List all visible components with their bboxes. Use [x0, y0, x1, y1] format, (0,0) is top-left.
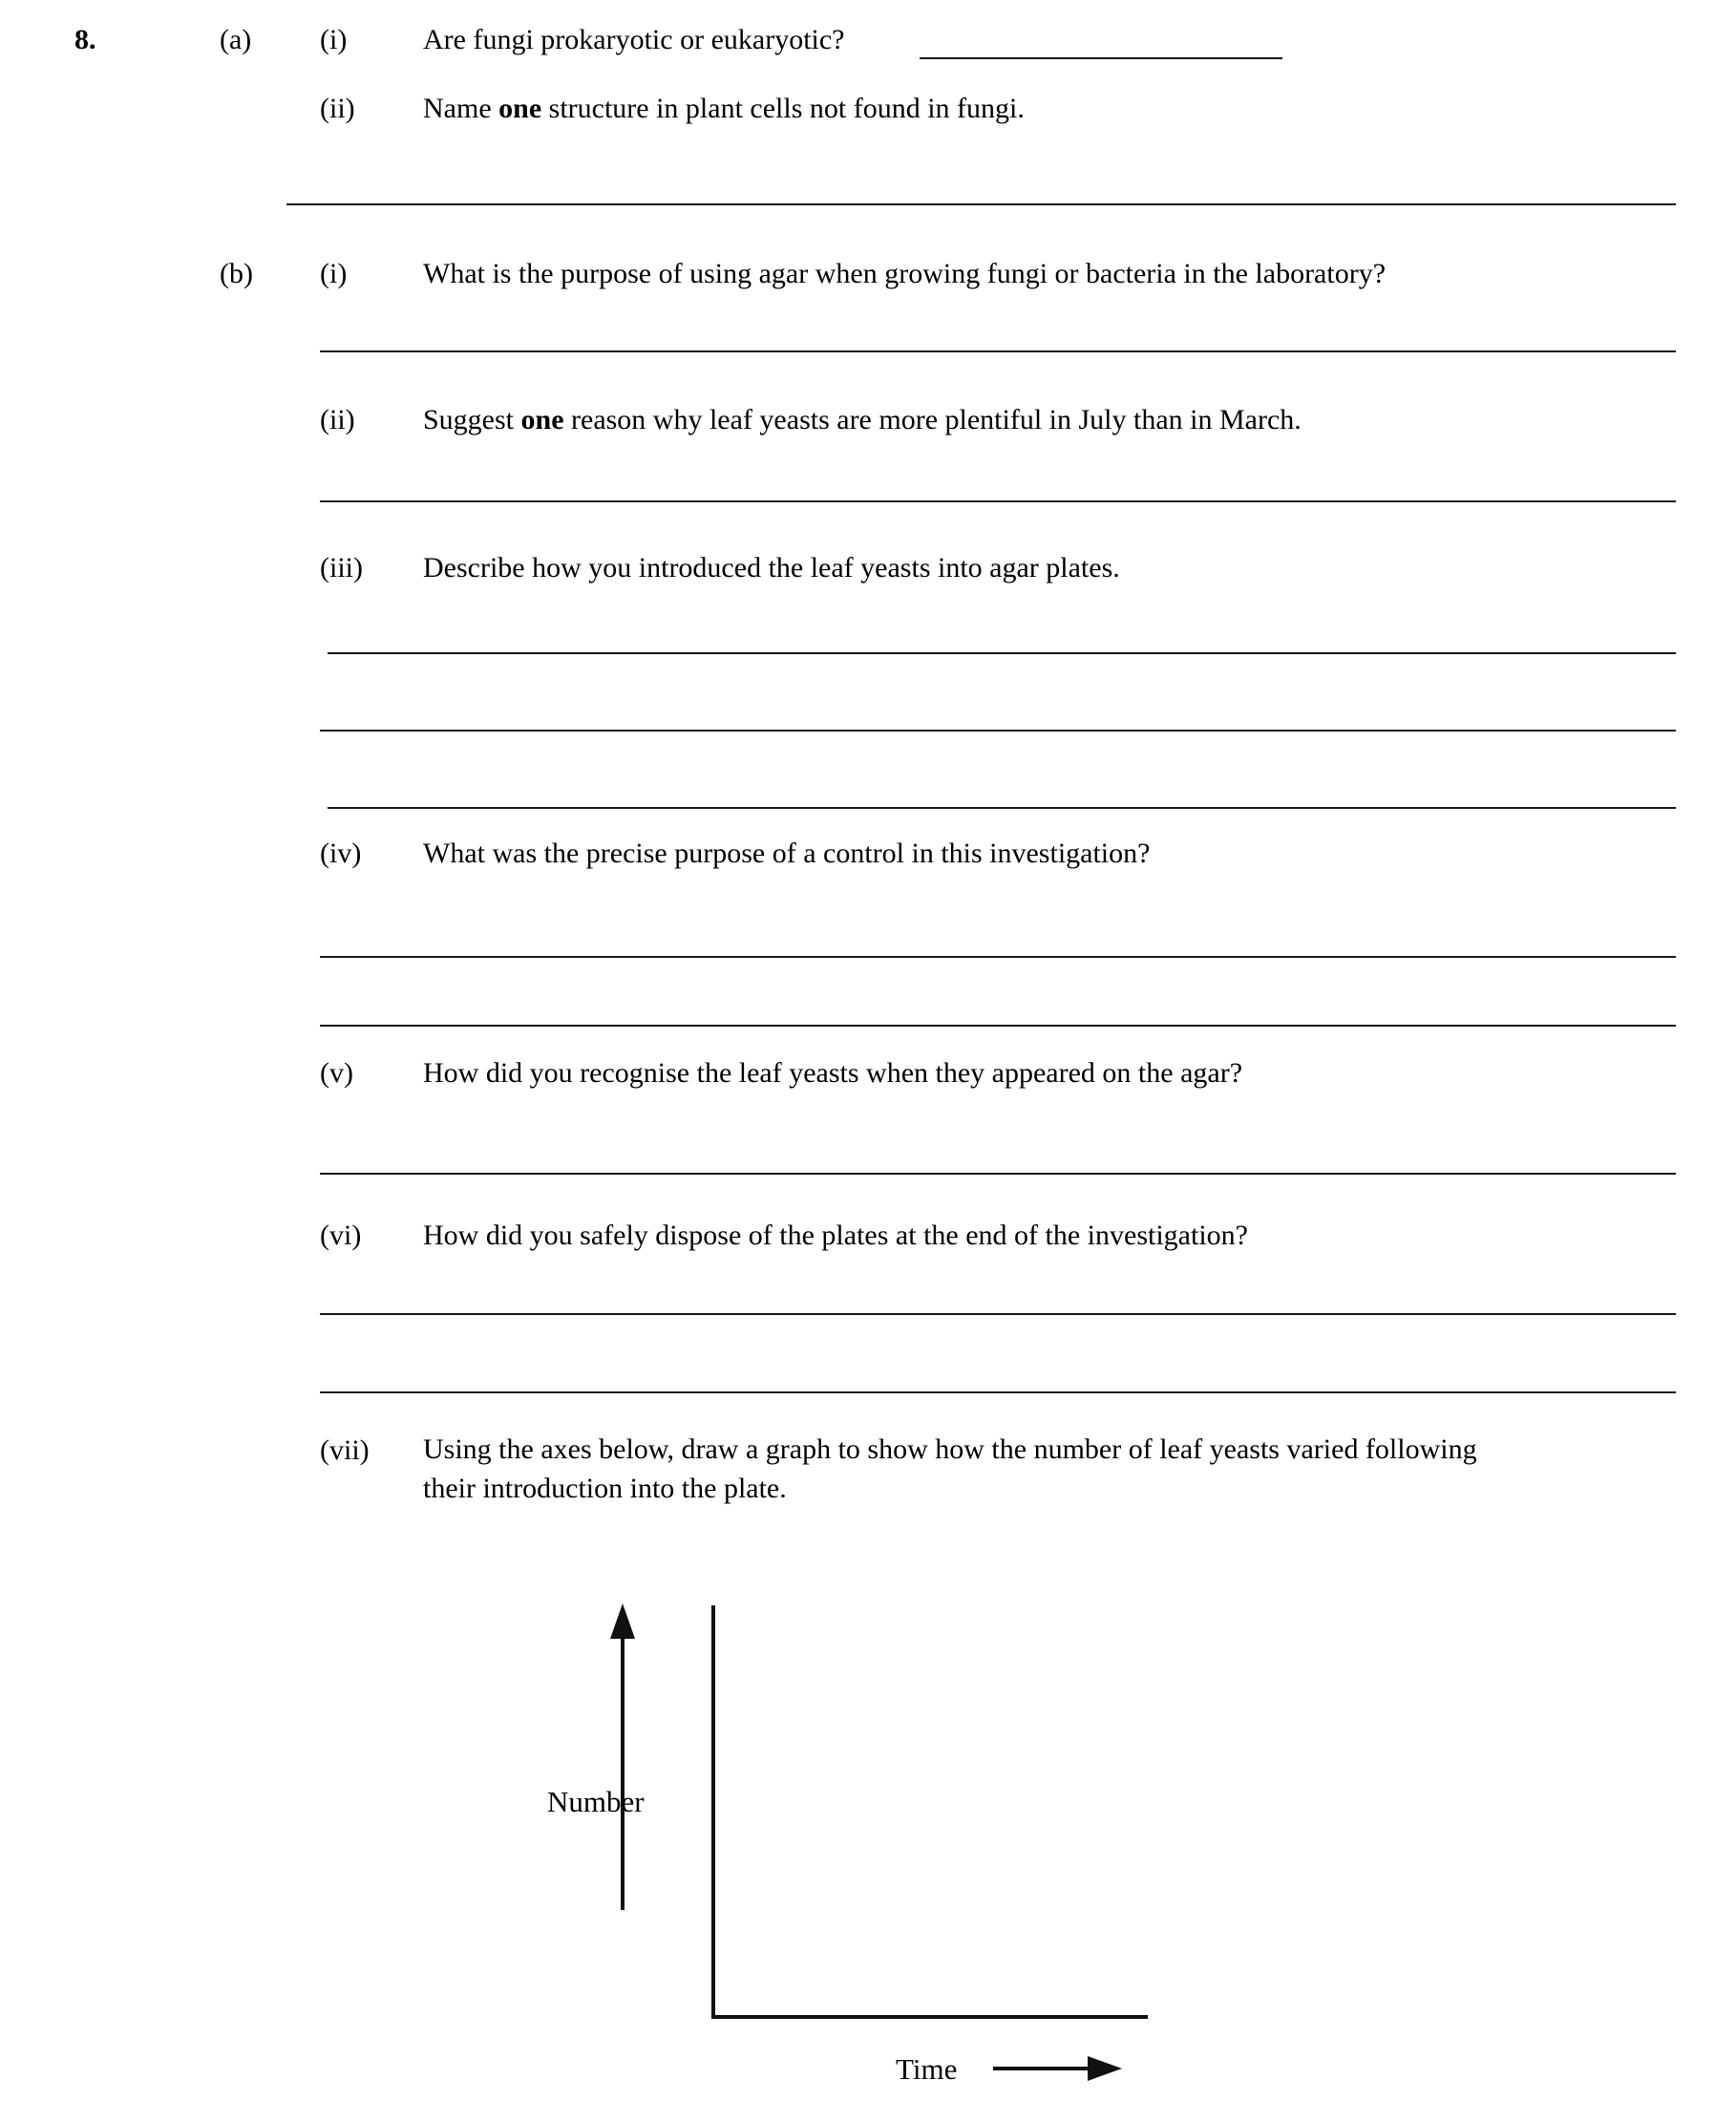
- answer-line-a-ii-1[interactable]: [286, 203, 1676, 205]
- question-text-a-i: Are fungi prokaryotic or eukaryotic?: [423, 24, 845, 55]
- question-text-a-ii: [423, 88, 1025, 130]
- item-roman-b-iv: (iv): [320, 838, 362, 869]
- question-text-b-ii-pre: Suggest: [423, 404, 521, 435]
- answer-line-b-iv-1[interactable]: [320, 956, 1676, 958]
- item-roman-b-vi: (vi): [320, 1220, 362, 1251]
- item-roman-b-iii: (iii): [320, 552, 363, 584]
- y-axis-direction-arrow-icon: [610, 1603, 635, 1910]
- item-roman-b-vii: (vii): [320, 1434, 370, 1466]
- answer-line-b-v-1[interactable]: [320, 1173, 1676, 1175]
- question-text-a-ii-post: structure in plant cells not found in fungi.: [541, 93, 1025, 124]
- x-axis-label: Time: [896, 2052, 958, 2086]
- item-roman-b-v: (v): [320, 1057, 353, 1089]
- question-text-a-ii-bold: one: [498, 93, 542, 124]
- question-text-b-iv: What was the precise purpose of a control in this investigation?: [423, 838, 1151, 869]
- item-roman-a-ii: (ii): [320, 93, 355, 124]
- question-text-b-vi: How did you safely dispose of the plates at the end of the investigation?: [423, 1220, 1248, 1251]
- answer-line-b-iii-2[interactable]: [320, 730, 1676, 732]
- answer-line-b-vi-2[interactable]: [320, 1391, 1676, 1393]
- part-label-a: (a): [220, 24, 252, 55]
- item-roman-b-ii: (ii): [320, 404, 355, 435]
- x-axis-direction-arrow-icon: [993, 2056, 1122, 2081]
- part-label-b: (b): [220, 258, 253, 289]
- item-roman-a-i: (i): [320, 24, 348, 55]
- answer-line-b-i-1[interactable]: [320, 350, 1676, 352]
- question-text-b-ii: [423, 399, 1302, 441]
- answer-line-b-iii-1[interactable]: [328, 652, 1676, 654]
- question-text-b-i: What is the purpose of using agar when growing fungi or bacteria in the laboratory?: [423, 258, 1387, 289]
- question-text-b-ii-post: reason why leaf yeasts are more plentiful in July than in March.: [563, 404, 1302, 435]
- question-text-b-v: How did you recognise the leaf yeasts when they appeared on the agar?: [423, 1057, 1243, 1089]
- question-text-b-vii: Using the axes below, draw a graph to show how the number of leaf yeasts varied following their introduction into the plate.: [423, 1433, 1477, 1504]
- answer-line-b-iii-3[interactable]: [328, 807, 1676, 809]
- answer-line-b-ii-1[interactable]: [320, 500, 1676, 502]
- answer-line-b-vi-1[interactable]: [320, 1313, 1676, 1315]
- question-text-b-ii-bold: one: [520, 404, 564, 435]
- question-number: 8.: [74, 24, 96, 55]
- answer-line-a-i-inline[interactable]: [920, 57, 1282, 59]
- item-roman-b-i: (i): [320, 258, 348, 289]
- question-text-a-ii-pre: Name: [423, 93, 499, 124]
- question-text-b-iii: Describe how you introduced the leaf yeasts into agar plates.: [423, 552, 1120, 584]
- y-axis-label: Number: [547, 1785, 645, 1818]
- answer-line-b-iv-2[interactable]: [320, 1025, 1676, 1027]
